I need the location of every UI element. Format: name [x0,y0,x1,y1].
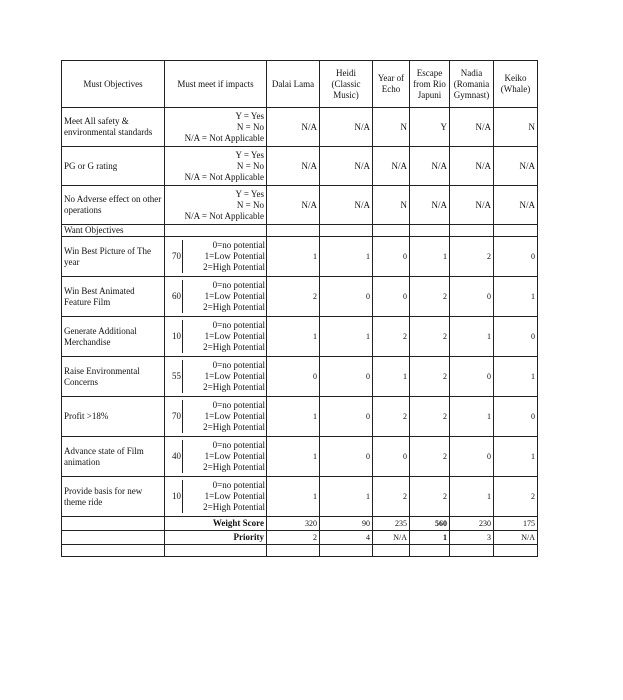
empty-cell [410,225,450,237]
want-value-cell: 1 [373,357,410,397]
empty-cell [165,225,267,237]
want-value-cell: 1 [267,317,320,357]
want-objective-row [62,237,538,277]
scale-line: N = No [236,121,264,132]
must-value-cell: N/A [450,186,494,225]
weight-and-scale-cell [165,357,267,397]
option-header [410,61,450,108]
scale-line: N = No [236,160,264,171]
scale-line: 2=High Potential [203,382,265,392]
scale-line: Y = Yes [235,110,264,121]
must-objectives-header: Must Objectives [62,61,165,108]
want-scale-legend [183,360,266,393]
scale-line: 0=no potential [212,280,265,290]
must-value-cell: N/A [450,147,494,186]
scale-line: 2=High Potential [203,502,265,512]
must-value-cell: N/A [373,147,410,186]
want-value-cell: 0 [450,357,494,397]
want-scale-legend [183,480,266,513]
weight-score-row-value: 230 [450,517,494,531]
want-value-cell: 0 [320,277,373,317]
must-value-cell: N [373,108,410,147]
option-header-line: (Classic [331,78,361,89]
scale-line: 2=High Potential [203,342,265,352]
must-objective-row [62,147,538,186]
scale-line: 1=Low Potential [204,451,265,461]
option-header-line: Gymnast) [453,89,490,100]
empty-cell [410,545,450,557]
must-value-cell: N/A [320,186,373,225]
empty-cell [267,225,320,237]
want-value-cell: 1 [494,277,538,317]
empty-cell [62,531,165,545]
must-objective-row [62,108,538,147]
want-value-cell: 0 [320,437,373,477]
weight-value: 55 [165,360,183,393]
scale-line: N/A = Not Applicable [184,132,264,143]
want-value-cell: 2 [494,477,538,517]
want-scale-legend [183,280,266,313]
scale-line: 1=Low Potential [204,291,265,301]
must-value-cell: N/A [320,147,373,186]
want-scale-legend [183,400,266,433]
want-value-cell: 1 [320,237,373,277]
empty-cell [494,225,538,237]
must-value-cell: N/A [494,186,538,225]
option-header [450,61,494,108]
blank-row [62,545,538,557]
want-value-cell: 2 [410,277,450,317]
weight-and-scale-cell [165,437,267,477]
scale-line: N/A = Not Applicable [184,210,264,221]
priority-row-value: N/A [494,531,538,545]
must-value-cell: N/A [410,186,450,225]
objective-name: No Adverse effect on other operations [62,186,165,225]
want-value-cell: 0 [320,357,373,397]
scale-line: Y = Yes [235,149,264,160]
empty-cell [165,545,267,557]
priority-row-value: 2 [267,531,320,545]
option-header [373,61,410,108]
scale-line: 2=High Potential [203,422,265,432]
weight-score-row-value: 560 [410,517,450,531]
want-value-cell: 2 [373,317,410,357]
want-value-cell: 0 [494,237,538,277]
want-value-cell: 2 [267,277,320,317]
weight-value: 70 [165,240,183,273]
option-header-line: Heidi [336,67,356,78]
weight-score-row-label: Weight Score [165,517,267,531]
must-scale-legend [165,186,267,225]
objective-name: PG or G rating [62,147,165,186]
want-value-cell: 2 [410,437,450,477]
option-header-line: Dalai Lama [271,78,315,89]
want-value-cell: 1 [450,477,494,517]
option-header [320,61,373,108]
must-scale-legend [165,147,267,186]
want-value-cell: 1 [494,357,538,397]
want-value-cell: 0 [267,357,320,397]
priority-row-value: 3 [450,531,494,545]
priority-row-label: Priority [165,531,267,545]
priority-row [62,531,538,545]
scale-line: 1=Low Potential [204,411,265,421]
want-value-cell: 1 [267,237,320,277]
want-value-cell: 1 [494,437,538,477]
empty-cell [494,545,538,557]
weight-value: 70 [165,400,183,433]
option-header-line: Escape [416,67,443,78]
option-header-line: (Whale) [500,84,531,94]
must-value-cell: N [373,186,410,225]
priority-row-value: 4 [320,531,373,545]
must-value-cell: N/A [450,108,494,147]
want-scale-legend [183,320,266,353]
want-value-cell: 1 [450,317,494,357]
weight-and-scale-cell [165,477,267,517]
weight-value: 60 [165,280,183,313]
want-value-cell: 1 [267,397,320,437]
want-value-cell: 2 [410,317,450,357]
scale-line: Y = Yes [235,188,264,199]
want-value-cell: 0 [373,277,410,317]
want-value-cell: 1 [267,477,320,517]
want-value-cell: 1 [267,437,320,477]
option-header-line: (Romania [453,78,490,89]
must-value-cell: N [494,108,538,147]
must-value-cell: N/A [494,147,538,186]
objective-name: Advance state of Film animation [62,437,165,477]
empty-cell [373,545,410,557]
scale-line: 1=Low Potential [204,331,265,341]
objective-name: Win Best Animated Feature Film [62,277,165,317]
scale-line: 0=no potential [212,400,265,410]
want-value-cell: 0 [494,317,538,357]
want-objective-row [62,317,538,357]
option-header-line: from Rio [413,78,446,89]
option-header-line: Music) [333,89,359,100]
want-value-cell: 2 [373,397,410,437]
matrix-body [62,108,538,557]
scale-line: 0=no potential [212,440,265,450]
objective-name: Profit >18% [62,397,165,437]
empty-cell [62,517,165,531]
want-value-cell: 2 [410,477,450,517]
want-value-cell: 2 [410,397,450,437]
header-row [62,61,538,108]
must-value-cell: Y [410,108,450,147]
scale-line: 0=no potential [212,240,265,250]
weight-value: 10 [165,480,183,513]
want-value-cell: 2 [410,357,450,397]
want-objective-row [62,477,538,517]
option-header [267,61,320,108]
priority-row-value: N/A [373,531,410,545]
want-value-cell: 2 [450,237,494,277]
weight-score-row-value: 175 [494,517,538,531]
want-value-cell: 2 [373,477,410,517]
want-value-cell: 0 [320,397,373,437]
empty-cell [450,225,494,237]
empty-cell [373,225,410,237]
want-value-cell: 1 [410,237,450,277]
scale-line: N = No [236,199,264,210]
empty-cell [267,545,320,557]
objective-name: Meet All safety & environmental standards [62,108,165,147]
want-objective-row [62,397,538,437]
weight-value: 10 [165,320,183,353]
weight-value: 40 [165,440,183,473]
scale-line: 2=High Potential [203,302,265,312]
weight-score-row-value: 235 [373,517,410,531]
scale-line: 1=Low Potential [204,251,265,261]
objective-name: Win Best Picture of The year [62,237,165,277]
must-value-cell: N/A [320,108,373,147]
must-value-cell: N/A [267,186,320,225]
want-value-cell: 0 [373,437,410,477]
scale-line: 2=High Potential [203,462,265,472]
want-scale-legend [183,440,266,473]
priority-row-value: 1 [410,531,450,545]
option-header [494,61,538,108]
must-scale-legend [165,108,267,147]
objective-name: Provide basis for new theme ride [62,477,165,517]
empty-cell [62,545,165,557]
want-value-cell: 0 [373,237,410,277]
want-objective-row [62,437,538,477]
weight-score-row [62,517,538,531]
want-value-cell: 0 [450,437,494,477]
empty-cell [450,545,494,557]
want-value-cell: 0 [450,277,494,317]
option-header-line: Japuni [417,89,442,100]
objective-name: Raise Environmental Concerns [62,357,165,397]
must-value-cell: N/A [267,108,320,147]
want-value-cell: 0 [494,397,538,437]
option-header-line: Echo [381,84,401,94]
want-value-cell: 1 [320,477,373,517]
scale-line: 1=Low Potential [204,371,265,381]
weight-and-scale-cell [165,317,267,357]
scale-line: N/A = Not Applicable [184,171,264,182]
option-header-line: Nadia [460,67,483,78]
weight-score-row-value: 320 [267,517,320,531]
option-header-line: Year of [377,73,405,83]
empty-cell [320,545,373,557]
must-value-cell: N/A [410,147,450,186]
weight-and-scale-cell [165,237,267,277]
scale-line: 0=no potential [212,480,265,490]
weight-and-scale-cell [165,397,267,437]
want-value-cell: 1 [450,397,494,437]
scale-line: 1=Low Potential [204,491,265,501]
want-scale-legend [183,240,266,273]
must-objective-row [62,186,538,225]
empty-cell [320,225,373,237]
want-section-row [62,225,538,237]
weight-score-row-value: 90 [320,517,373,531]
want-objective-row [62,277,538,317]
objective-name: Generate Additional Merchandise [62,317,165,357]
want-objectives-header: Want Objectives [62,225,165,237]
must-value-cell: N/A [267,147,320,186]
scale-line: 0=no potential [212,320,265,330]
want-objective-row [62,357,538,397]
must-meet-header: Must meet if impacts [165,61,267,108]
decision-matrix-table [61,60,538,557]
scale-line: 2=High Potential [203,262,265,272]
scale-line: 0=no potential [212,360,265,370]
option-header-line: Keiko [504,73,527,83]
weight-and-scale-cell [165,277,267,317]
want-value-cell: 1 [320,317,373,357]
